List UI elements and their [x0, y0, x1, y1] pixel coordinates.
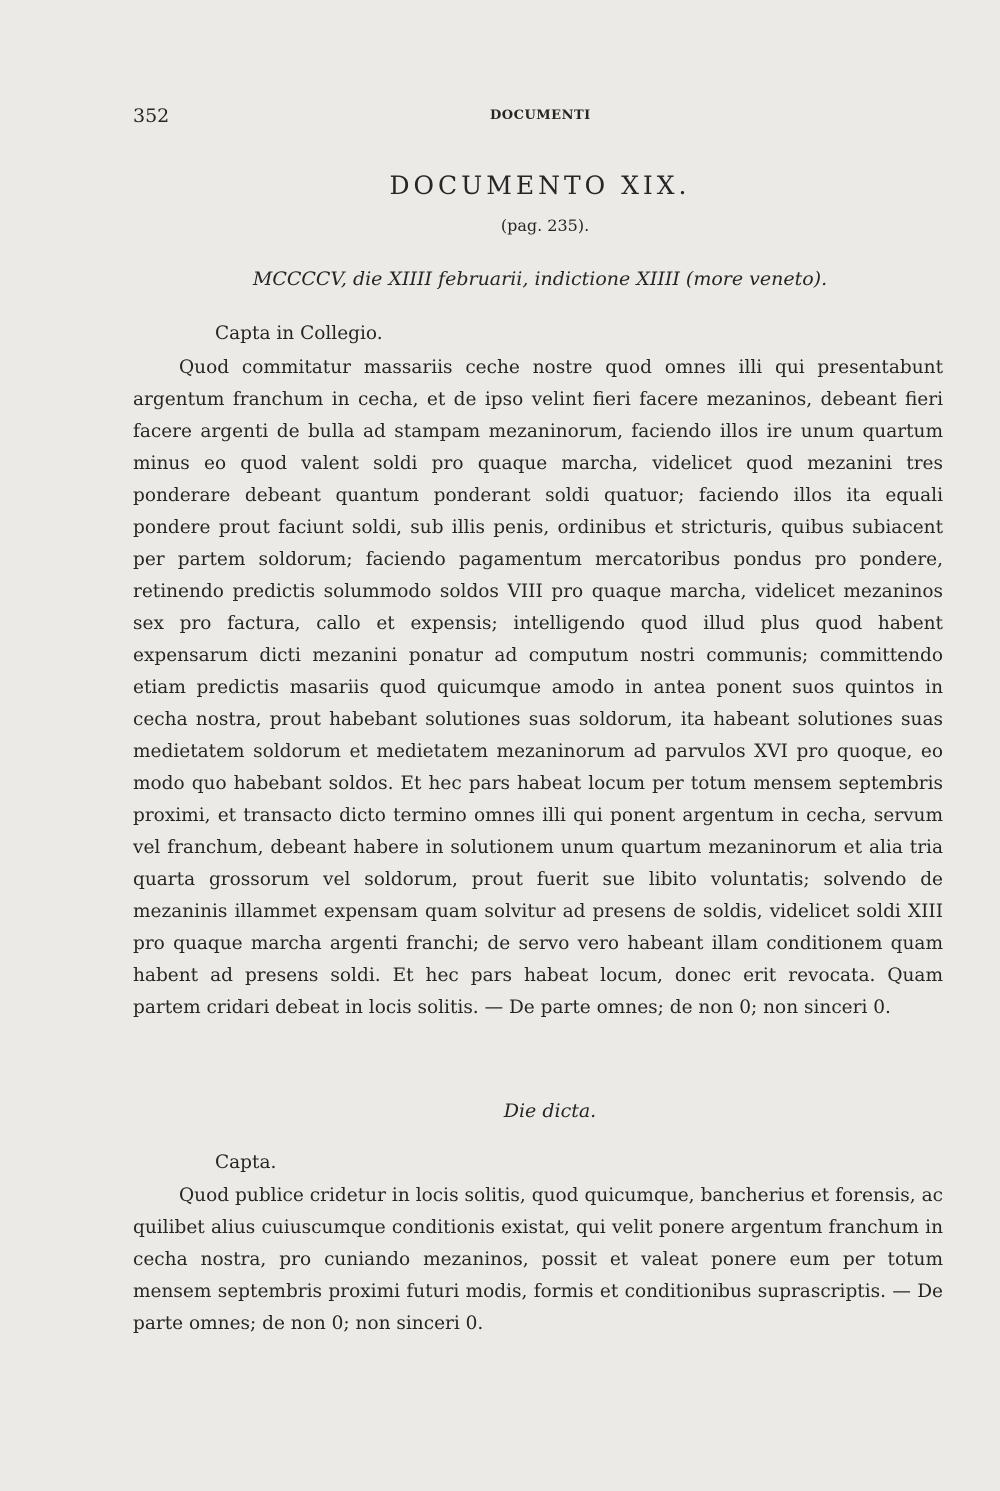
date-line: MCCCCV, die XIIII februarii, indictione XIIII (more veneto). [252, 268, 828, 290]
page-number: 352 [133, 105, 170, 127]
section1-paragraph: Quod commitatur massariis ceche nostre quod omnes illi qui presentabunt argentum franchum in cecha, et de ipso velint fieri facere mezaninos, debeant fieri facere argenti de bulla ad stampam mezaninorum, faciendo illos ire unum quartum minus eo quod valent soldi pro quaque marcha, videlicet quod mezanini tres ponderare debeant quantum ponderant soldi quatuor; faciendo illos ita equali pondere prout faciunt soldi, sub illis penis, ordinibus et stricturis, quibus subiacent per partem soldorum; faciendo pagamentum mercatoribus pondus pro pondere, retinendo predictis solummodo soldos VIII pro quaque marcha, videlicet mezaninos sex pro factura, callo et expensis; intelligendo quod illud plus quod habent expensarum dicti mezanini ponatur ad computum nostri communis; committendo etiam predictis masariis quod quicumque amodo in antea ponent suos quintos in cecha nostra, prout habebant solutiones suas soldorum, ita habeant solutiones suas medietatem soldorum et medietatem mezaninorum ad parvulos XVI pro quoque, eo modo quo habebant soldos. Et hec pars habeat locum per totum mensem septembris proximi, et transacto dicto termino omnes illi qui ponent argentum in cecha, servum vel franchum, debeant habere in solutionem unum quartum mezaninorum et alia tria quarta grossorum vel soldorum, prout fuerit sue libito voluntatis; solvendo de mezaninis illammet expensam quam solvitur ad presens de soldis, videlicet soldi XIII pro quaque marcha argenti franchi; de servo vero habeant illam conditionem quam habent ad presens soldi. Et hec pars habeat locum, donec erit revocata. Quam partem cridari debeat in locis solitis. — De parte omnes; de non 0; non sinceri 0. [133, 357, 943, 1018]
document-title: DOCUMENTO XIX. [389, 171, 691, 200]
section1-label: Capta in Collegio. [215, 323, 383, 344]
section2-label: Capta. [215, 1152, 277, 1173]
running-head: DOCUMENTI [490, 108, 591, 123]
section2-paragraph: Quod publice cridetur in locis solitis, quod quicumque, bancherius et forensis, ac quilibet alius cuiuscumque conditionis existat, qui velit ponere argentum franchum in cecha nostra, pro cuniando mezaninos, possit et valeat ponere eum per totum mensem septembris proximi futuri modis, formis et conditionibus suprascriptis. — De parte omnes; de non 0; non sinceri 0. [133, 1185, 943, 1334]
page-reference: (pag. 235). [500, 216, 590, 235]
page-header [0, 104, 1000, 128]
subheading: Die dicta. [503, 1100, 597, 1122]
